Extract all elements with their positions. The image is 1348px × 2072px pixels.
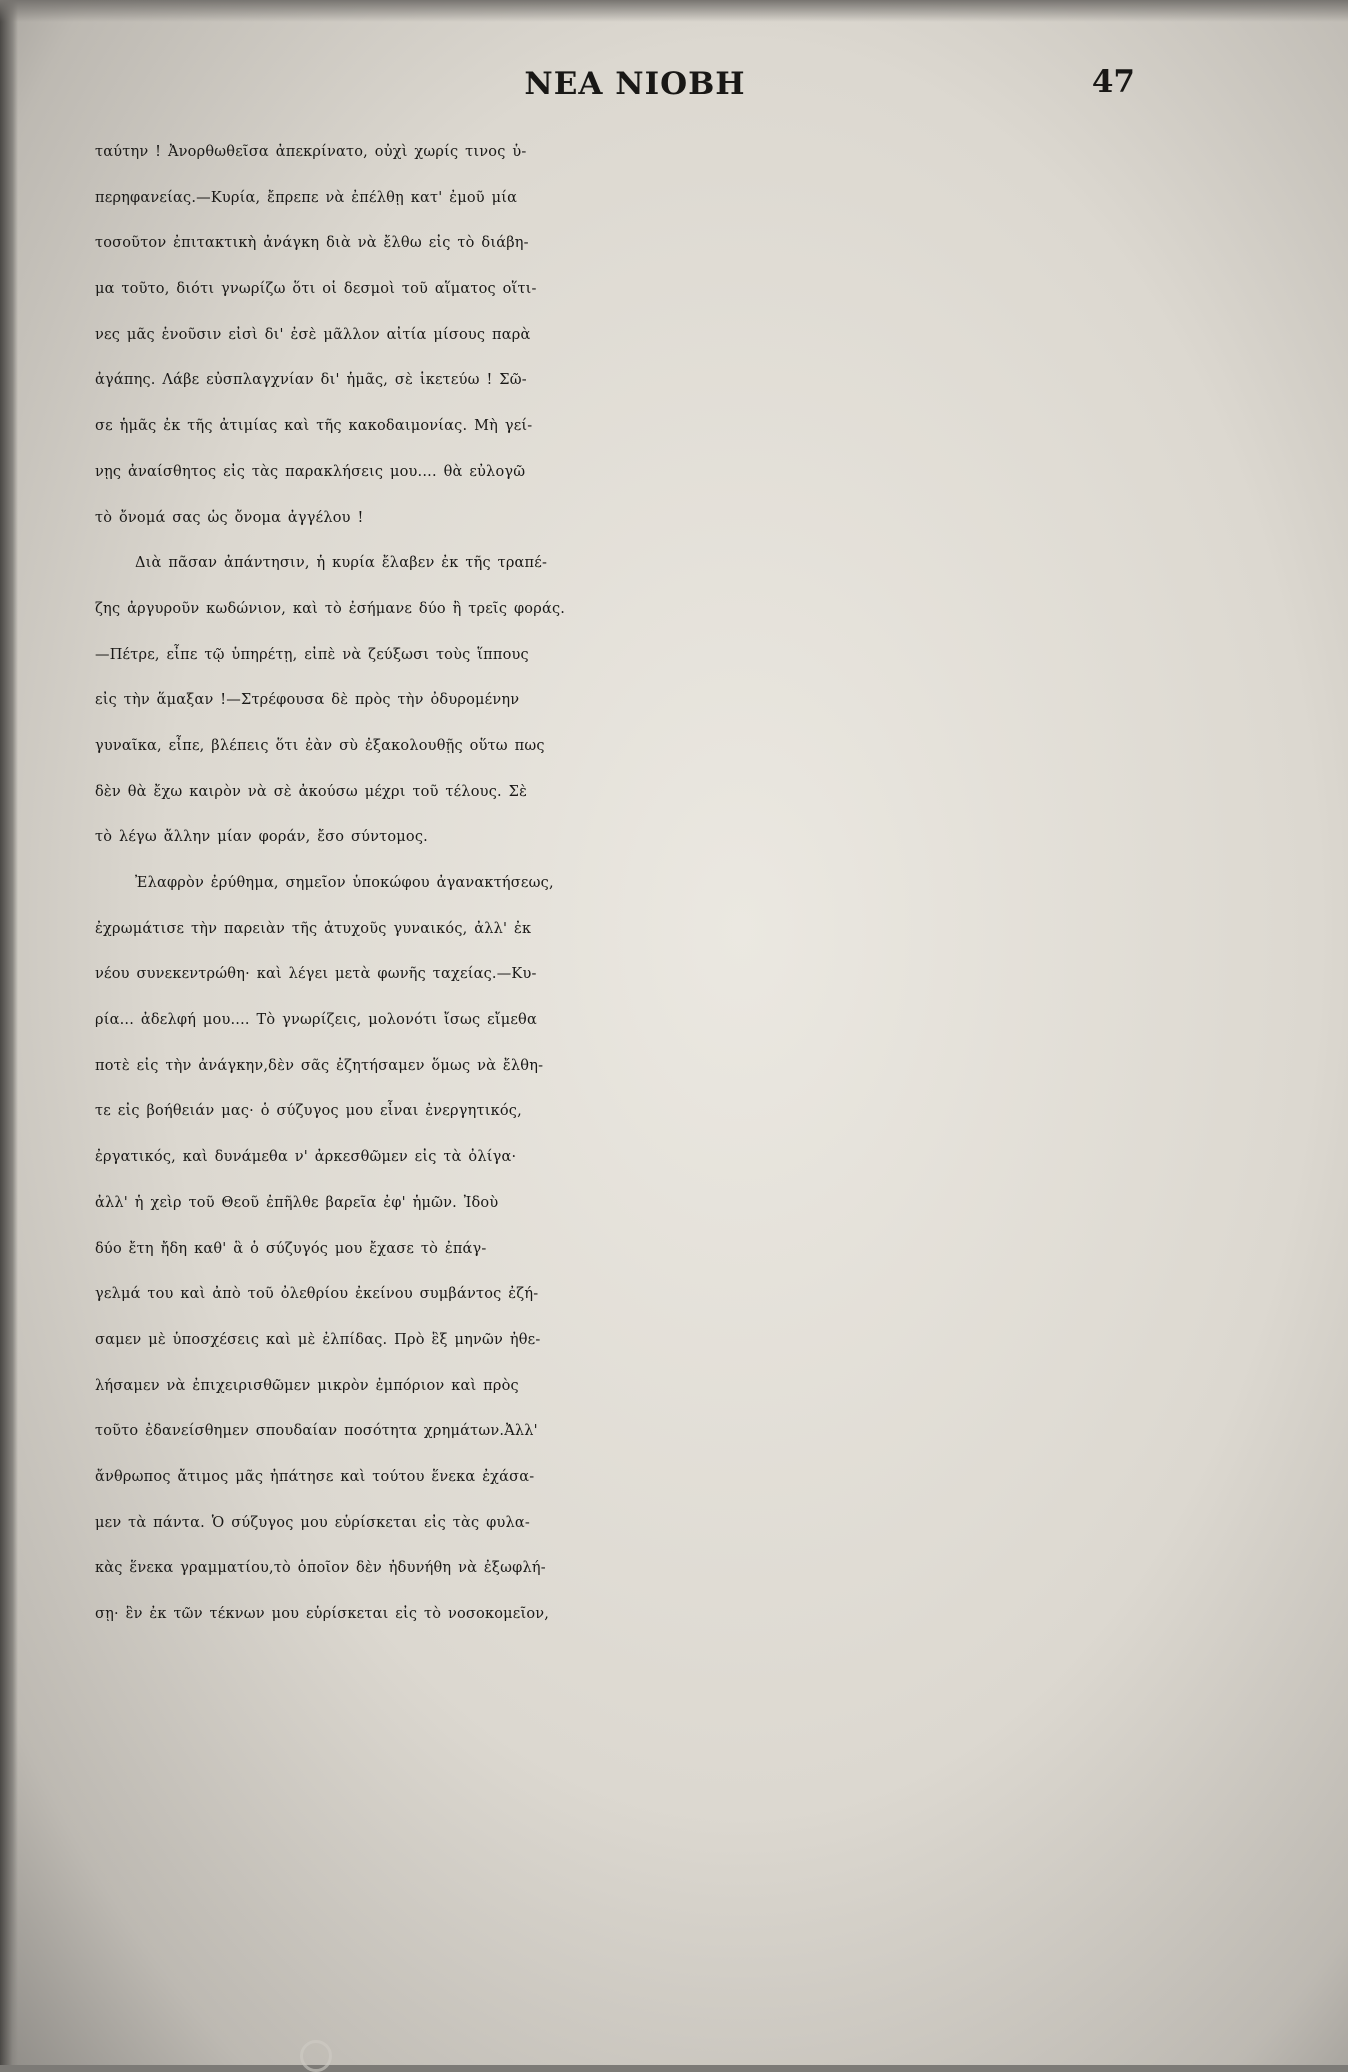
text-line: δύο ἔτη ἤδη καθ' ἃ ὁ σύζυγός μου ἔχασε τὸ ἐπάγ- (95, 1240, 487, 1257)
text-line: τὸ ὄνομά σας ὡς ὄνομα ἀγγέλου ! (95, 509, 364, 526)
text-line: ποτὲ εἰς τὴν ἀνάγκην,δὲν σᾶς ἐζητήσαμεν ὅμως νὰ ἔλθη- (95, 1057, 544, 1074)
book-spine-shadow (0, 0, 18, 2065)
text-line: τοῦτο ἐδανείσθημεν σπουδαίαν ποσότητα χρημάτων.Ἀλλ' (95, 1423, 538, 1440)
page-top-shadow (0, 0, 1348, 22)
text-line: —Πέτρε, εἶπε τῷ ὑπηρέτῃ, εἰπὲ νὰ ζεύξωσι τοὺς ἵππους (95, 646, 529, 663)
text-line: γελμά του καὶ ἀπὸ τοῦ ὀλεθρίου ἐκείνου συμβάντος ἐζή- (95, 1286, 539, 1303)
text-line: εἰς τὴν ἅμαξαν !—Στρέφουσα δὲ πρὸς τὴν ὀδυρομένην (95, 692, 520, 709)
text-line: λήσαμεν νὰ ἐπιχειρισθῶμεν μικρὸν ἐμπόριον καὶ πρὸς (95, 1377, 519, 1394)
book-page (95, 60, 1175, 1638)
text-line: τοσοῦτον ἐπιτακτικὴ ἀνάγκη διὰ νὰ ἔλθω εἰς τὸ διάβη- (95, 235, 529, 252)
text-line: σαμεν μὲ ὑποσχέσεις καὶ μὲ ἐλπίδας. Πρὸ ἓξ μηνῶν ἠθε- (95, 1331, 541, 1348)
paper-blemish (300, 2040, 332, 2072)
text-line: τε εἰς βοήθειάν μας· ὁ σύζυγος μου εἶναι ἐνεργητικός, (95, 1103, 522, 1120)
text-line: μεν τὰ πάντα. Ὁ σύζυγος μου εὑρίσκεται εἰς τὰς φυλα- (95, 1514, 530, 1531)
text-line: Ἐλαφρὸν ἐρύθημα, σημεῖον ὑποκώφου ἀγανακτήσεως, (135, 875, 554, 891)
text-line: ἐργατικός, καὶ δυνάμεθα ν' ἀρκεσθῶμεν εἰς τὰ ὀλίγα· (95, 1149, 517, 1166)
text-line: νῃς ἀναίσθητος εἰς τὰς παρακλήσεις μου.... θὰ εὐλογῶ (95, 463, 526, 480)
text-line: περηφανείας.—Κυρία, ἔπρεπε νὰ ἐπέλθῃ κατ' ἐμοῦ μία (95, 189, 518, 206)
body-text (95, 130, 1175, 1638)
page-number: 47 (1091, 64, 1135, 100)
text-line: σε ἡμᾶς ἐκ τῆς ἀτιμίας καὶ τῆς κακοδαιμονίας. Μὴ γεί- (95, 418, 533, 435)
text-line: δὲν θὰ ἔχω καιρὸν νὰ σὲ ἀκούσω μέχρι τοῦ τέλους. Σὲ (95, 783, 528, 800)
running-title: ΝΕΑ ΝΙΟΒΗ (524, 66, 746, 102)
text-line: ταύτην ! Ἀνορθωθεῖσα ἀπεκρίνατο, οὐχὶ χωρίς τινος ὑ- (95, 144, 527, 160)
text-line: Διὰ πᾶσαν ἀπάντησιν, ἡ κυρία ἔλαβεν ἐκ τῆς τραπέ- (135, 555, 548, 572)
text-line: ἀλλ' ἡ χεὶρ τοῦ Θεοῦ ἐπῆλθε βαρεῖα ἐφ' ἡμῶν. Ἰδοὺ (95, 1194, 499, 1211)
text-line: γυναῖκα, εἶπε, βλέπεις ὅτι ἐὰν σὺ ἐξακολουθῇς οὕτω πως (95, 737, 545, 754)
text-line: κὰς ἕνεκα γραμματίου,τὸ ὁποῖον δὲν ἠδυνήθη νὰ ἐξωφλή- (95, 1560, 546, 1577)
text-line: μα τοῦτο, διότι γνωρίζω ὅτι οἱ δεσμοὶ τοῦ αἵματος οἵτι- (95, 281, 537, 298)
text-line: ἄνθρωπος ἄτιμος μᾶς ἠπάτησε καὶ τούτου ἕνεκα ἐχάσα- (95, 1468, 535, 1485)
text-line: ζης ἀργυροῦν κωδώνιον, καὶ τὸ ἐσήμανε δύο ἢ τρεῖς φοράς. (95, 600, 566, 617)
running-head (95, 60, 1175, 110)
text-line: νέου συνεκεντρώθη· καὶ λέγει μετὰ φωνῆς ταχείας.—Κυ- (95, 966, 537, 983)
text-line: νες μᾶς ἑνοῦσιν εἰσὶ δι' ἐσὲ μᾶλλον αἰτία μίσους παρὰ (95, 326, 531, 343)
text-line: σῃ· ἓν ἐκ τῶν τέκνων μου εὑρίσκεται εἰς τὸ νοσοκομεῖον, (95, 1606, 550, 1622)
text-line: ἀγάπης. Λάβε εὐσπλαγχνίαν δι' ἡμᾶς, σὲ ἱκετεύω ! Σῶ- (95, 372, 527, 389)
text-line: ρία... ἀδελφή μου.... Τὸ γνωρίζεις, μολονότι ἴσως εἴμεθα (95, 1012, 537, 1029)
text-line: τὸ λέγω ἄλλην μίαν φοράν, ἔσο σύντομος. (95, 829, 428, 846)
text-line: ἐχρωμάτισε τὴν παρειὰν τῆς ἀτυχοῦς γυναικός, ἀλλ' ἐκ (95, 920, 532, 937)
